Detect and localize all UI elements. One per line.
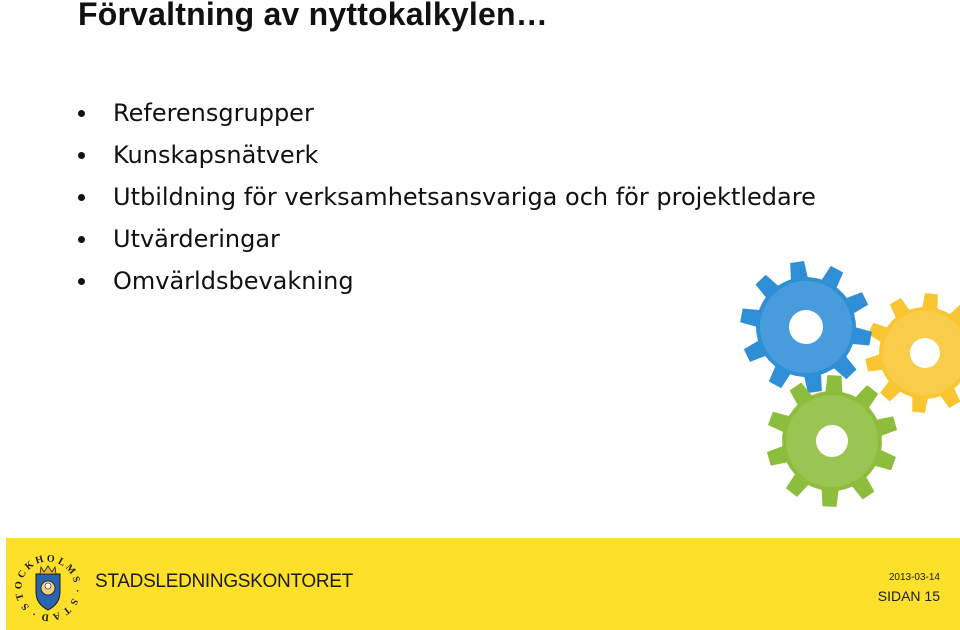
green-gear-icon <box>763 371 902 511</box>
seal-letter: M <box>63 562 78 577</box>
gears-icon <box>730 255 960 515</box>
slide-date: 2013-03-14 <box>888 572 940 583</box>
seal-letter: T <box>60 603 73 617</box>
bullet-dot-icon <box>78 194 85 201</box>
bullet-dot-icon <box>78 110 85 117</box>
footer-bar <box>0 538 960 630</box>
bullet-list <box>78 92 816 302</box>
seal-letter: D <box>41 611 50 623</box>
bullet-item <box>78 218 816 260</box>
bullet-text: Kunskapsnätverk <box>113 141 319 169</box>
seal-letter: T <box>14 591 27 602</box>
organization-name: STADSLEDNINGSKONTORET <box>95 571 353 592</box>
bullet-item <box>78 134 816 176</box>
blue-gear-icon <box>734 255 877 399</box>
seal-letter: · <box>30 607 39 620</box>
seal-letter: L <box>56 555 68 569</box>
seal-letter: K <box>23 558 37 573</box>
seal-letter: C <box>15 568 29 581</box>
seal-letter: H <box>34 553 45 567</box>
seal-letter: O <box>46 553 56 565</box>
seal-letter: S <box>69 575 82 584</box>
bullet-item <box>78 176 816 218</box>
bullet-text: Utvärderingar <box>113 225 280 253</box>
seal-letter: · <box>71 588 83 593</box>
bullet-item <box>78 92 816 134</box>
footer-edge <box>0 538 6 630</box>
page-number: SIDAN 15 <box>877 588 940 604</box>
bullet-text: Omvärldsbevakning <box>113 267 354 295</box>
bullet-text: Referensgrupper <box>113 99 314 127</box>
bullet-dot-icon <box>78 278 85 285</box>
seal-letter: A <box>51 609 62 623</box>
stockholm-seal-icon <box>12 552 84 624</box>
bullet-dot-icon <box>78 236 85 243</box>
seal-letter: S <box>19 600 32 613</box>
slide-title: Förvaltning av nyttokalkylen… <box>78 0 548 32</box>
bullet-dot-icon <box>78 152 85 159</box>
bullet-text: Utbildning för verksamhetsansvariga och för projektledare <box>113 183 816 211</box>
seal-letter: O <box>13 580 25 590</box>
bullet-item <box>78 260 816 302</box>
seal-letter: S <box>67 596 80 607</box>
